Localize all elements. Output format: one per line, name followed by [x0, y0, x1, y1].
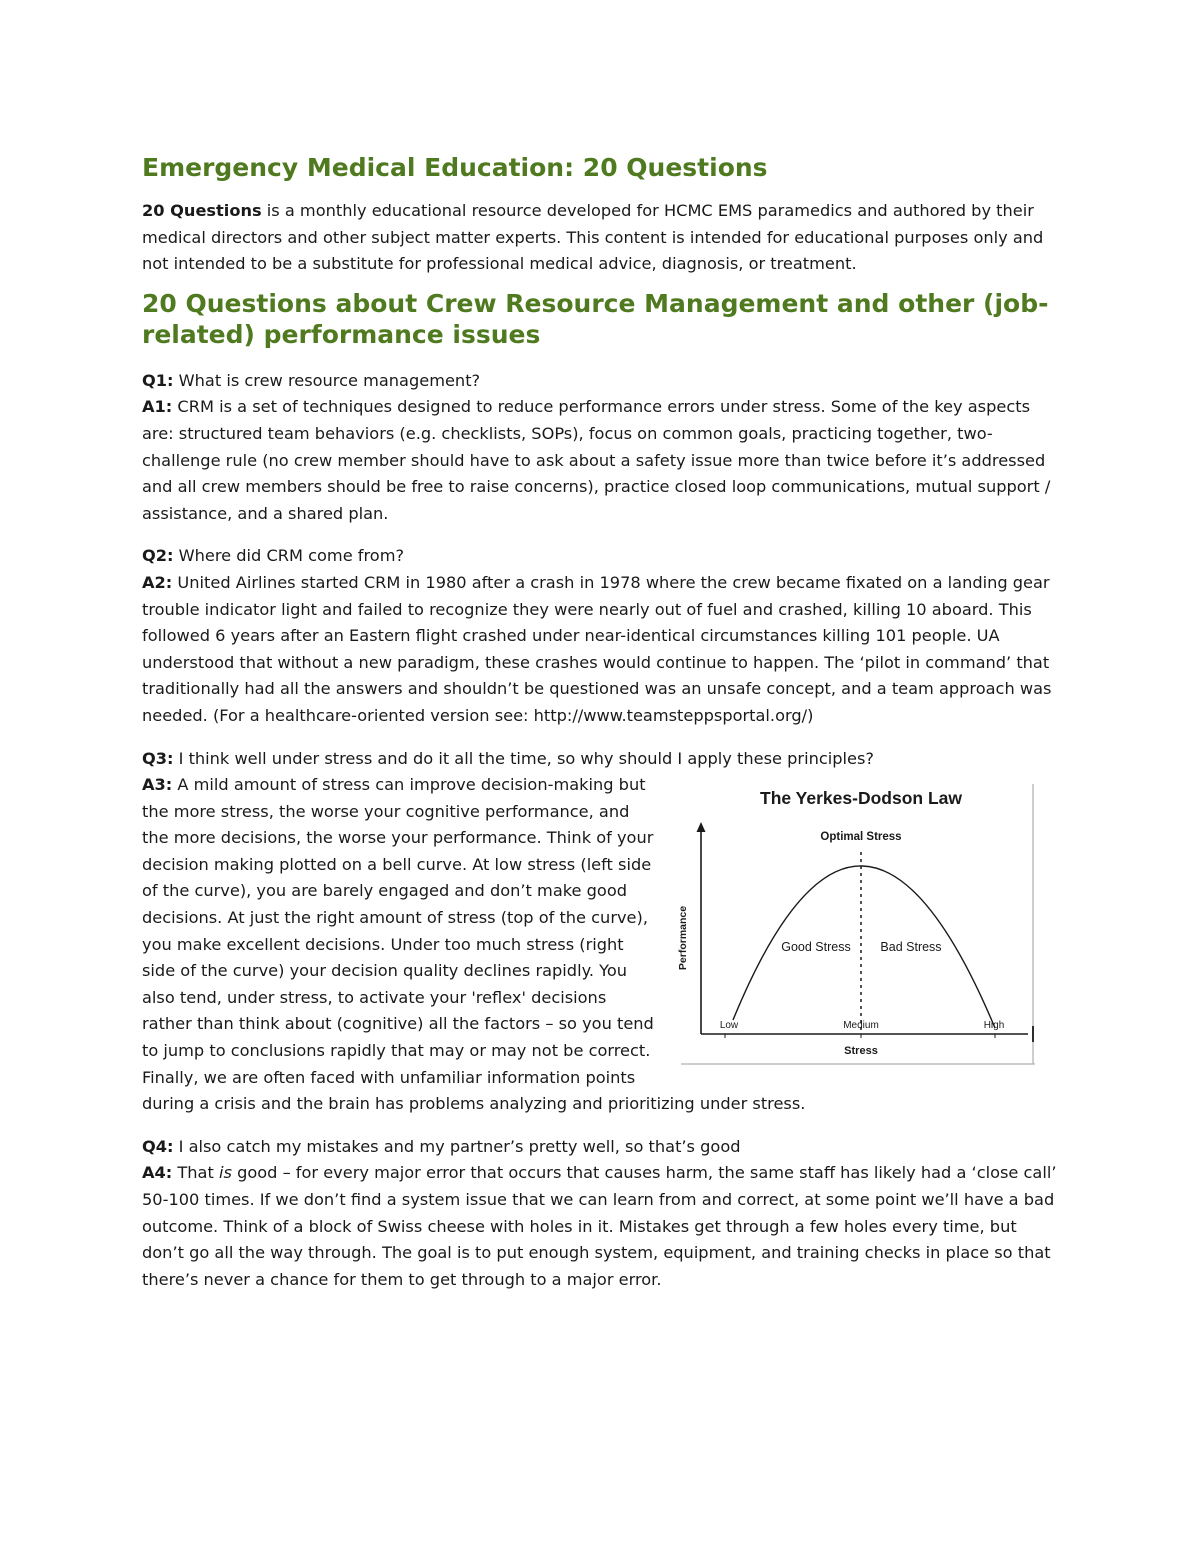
intro-bold: 20 Questions — [142, 201, 262, 220]
document-title: Emergency Medical Education: 20 Questions — [142, 153, 768, 182]
q1-text: What is crew resource management? — [173, 370, 481, 390]
qa-block-3-question — [142, 746, 1057, 773]
a4-emphasis: is — [218, 1163, 232, 1183]
qa-block-4 — [142, 1134, 1057, 1294]
section-heading: 20 Questions about Crew Resource Management and other (job-related) performance issues — [142, 288, 1049, 349]
qa-block-2 — [142, 543, 1057, 729]
document-page — [142, 150, 1057, 1293]
a4-label: A4: — [142, 1163, 173, 1183]
intro-paragraph — [142, 198, 1057, 278]
good-stress-label: Good Stress — [781, 940, 851, 955]
q4-label: Q4: — [142, 1136, 174, 1156]
optimal-stress-label: Optimal Stress — [820, 831, 902, 844]
q2-label: Q2: — [142, 546, 174, 566]
bad-stress-label: Bad Stress — [880, 940, 942, 955]
yerkes-dodson-chart — [673, 772, 1043, 1077]
q3-text: I think well under stress and do it all the time, so why should I apply these principles? — [173, 748, 874, 768]
a4-pre: That — [172, 1163, 219, 1183]
a1-text: CRM is a set of techniques designed to reduce performance errors under stress. Some of the key aspects are: structured team behaviors (e.g. checklists, SOPs), focus on common goals, practicing together, two-challenge rule (no crew member should have to ask about a safety issue more than twice before it’s addressed and all crew members should be free to raise concerns), practice closed loop communications, mutual support / assistance, and a shared plan. — [142, 397, 1051, 523]
tick-label-low: Low — [719, 1020, 739, 1032]
a2-text: United Airlines started CRM in 1980 after a crash in 1978 where the crew became fixated on a landing gear trouble indicator light and failed to recognize they were nearly out of fuel and crashed, killing 10 aboard. This followed 6 years after an Eastern flight crashed under near-identical circumstances killing 101 people. UA understood that without a new paradigm, these crashes would continue to happen. The ‘pilot in command’ that traditionally had all the answers and shouldn’t be questioned was an unsafe concept, and a team approach was needed. (For a healthcare-oriented version see: http://www.teamsteppsportal.org/) — [142, 572, 1052, 725]
x-axis-label: Stress — [844, 1045, 878, 1058]
qa-block-1 — [142, 368, 1057, 528]
a3-label: A3: — [142, 775, 173, 795]
tick-label-medium: Medium — [843, 1020, 879, 1032]
a2-label: A2: — [142, 572, 173, 592]
q4-text: I also catch my mistakes and my partner’s pretty well, so that’s good — [173, 1136, 741, 1156]
a1-label: A1: — [142, 397, 173, 417]
figure-title: The Yerkes-Dodson Law — [760, 788, 962, 809]
q2-text: Where did CRM come from? — [173, 546, 405, 566]
a3-text: A mild amount of stress can improve decision-making but the more stress, the worse your cognitive performance, and the more decisions, the worse your performance. Think of your decision making plotted on a bell curve. At low stress (left side of the curve), you are barely engaged and don’t make good decisions. At just the right amount of stress (top of the curve), you make excellent decisions. Under too much stress (right side of the curve) your decision quality declines rapidly. You also tend, under stress, to activate your 'reflex' decisions rather than think about (cognitive) all the factors – so you tend to jump to conclusions rapidly that may or may not be correct. Finally, we are often faced with unfamiliar information points during a crisis and the brain has problems analyzing and prioritizing under stress. — [142, 775, 806, 1114]
tick-label-high: High — [983, 1020, 1005, 1032]
yerkes-dodson-figure — [673, 772, 1043, 1077]
a4-text: good – for every major error that occurs that causes harm, the same staff has likely had a ‘close call’ 50-100 times. If we don’t find a system issue that we can learn from and correct, at some point we’ll have a bad outcome. Think of a block of Swiss cheese with holes in it. Mistakes get through a few holes every time, but don’t go all the way through. The goal is to put enough system, equipment, and training checks in place so that there’s never a chance for them to get through to a major error. — [142, 1163, 1057, 1289]
q3-label: Q3: — [142, 748, 174, 768]
y-axis-label: Performance — [677, 905, 689, 971]
intro-text: is a monthly educational resource developed for HCMC EMS paramedics and authored by their medical directors and other subject matter experts. This content is intended for educational purposes only and not intended to be a substitute for professional medical advice, diagnosis, or treatment. — [142, 201, 1044, 274]
q1-label: Q1: — [142, 370, 174, 390]
